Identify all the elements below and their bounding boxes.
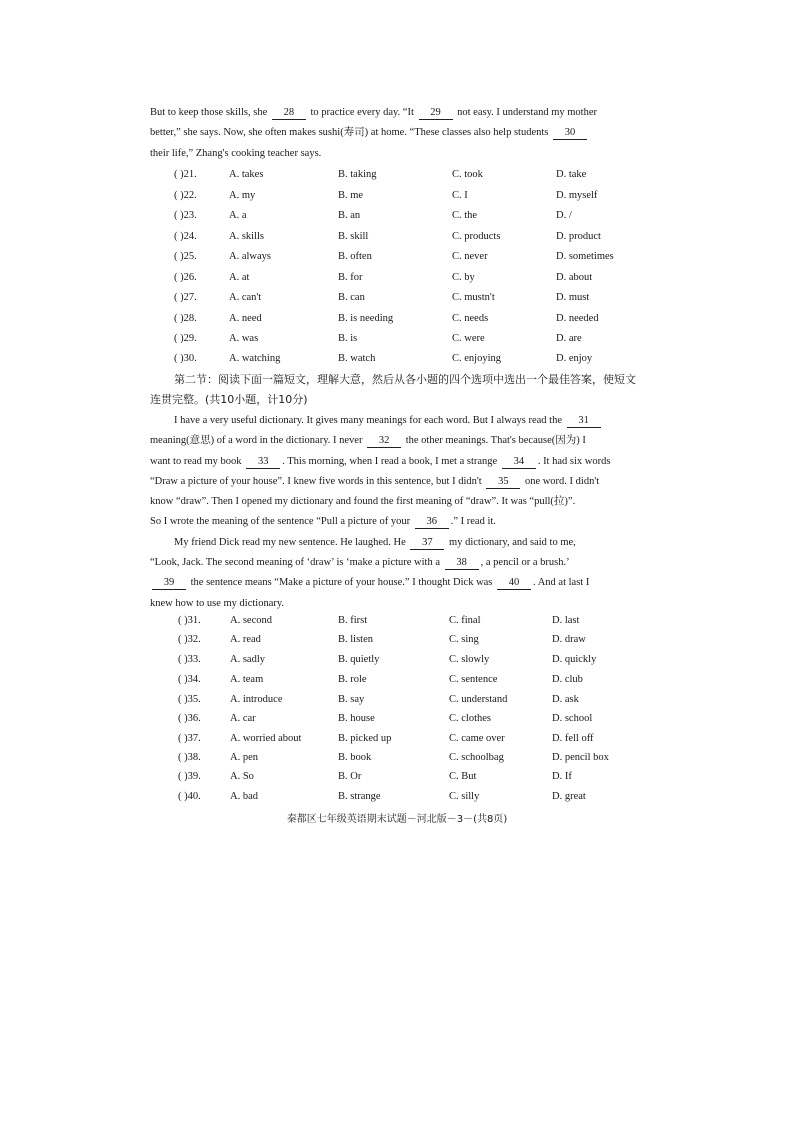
option-a: A. So [230,771,254,782]
question-row [174,309,644,329]
text-segment: “Draw a picture of your house”. I knew five words in this sentence, but I didn't [150,475,485,487]
question-row [174,206,644,226]
passage-line [150,472,644,492]
option-c: C. clothes [449,713,491,724]
passage-line [150,553,644,573]
option-b: B. book [338,752,372,763]
text-segment: I have a very useful dictionary. It gives many meanings for each word. But I always read the [174,415,565,426]
question-number: ( )25. [174,251,197,262]
option-d: D. last [552,615,580,626]
question-number: ( )33. [178,654,201,665]
blank-30: 30 [553,126,587,140]
option-c: C. mustn't [452,292,495,303]
question-number: ( )37. [178,733,201,744]
passage-line [150,573,644,593]
question-row [174,690,644,710]
blank-35: 35 [486,475,520,489]
option-d: D. quickly [552,654,597,665]
option-d: D. about [556,272,593,283]
option-d: D. If [552,771,572,782]
option-c: C. never [452,251,488,262]
question-row [174,349,644,369]
text-segment: to practice every day. “It [307,107,417,118]
option-a: A. introduce [230,694,283,705]
section-instruction-line: 第二节：阅读下面一篇短文，理解大意，然后从各小题的四个选项中选出一个最佳答案，使短文 [174,373,636,386]
passage-1 [150,103,644,164]
option-a: A. skills [229,231,265,242]
question-row [174,186,644,206]
passage-line [150,431,644,451]
blank-29: 29 [419,106,453,120]
option-d: D. take [556,169,587,180]
option-d: D. are [556,333,582,344]
question-number: ( )30. [174,353,197,364]
option-d: D. needed [556,313,599,324]
option-a: A. car [230,713,256,724]
question-row [174,227,644,247]
option-d: D. draw [552,634,586,645]
section-2-heading-cont [150,390,620,410]
option-c: C. final [449,615,481,626]
text-segment: want to read my book [150,455,245,467]
question-row [174,247,644,267]
section-2-heading [174,370,644,390]
question-row [174,329,644,349]
text-segment: my dictionary, and said to me, [446,536,576,548]
question-row [174,630,644,650]
option-c: C. the [452,210,478,221]
option-c: C. understand [449,694,508,705]
option-b: B. strange [338,791,381,802]
question-row [174,650,644,670]
option-c: C. I [452,190,468,201]
question-number: ( )34. [178,674,201,685]
blank-31: 31 [567,414,601,428]
option-a: A. was [229,333,259,344]
option-b: B. often [338,251,372,262]
text-segment: . And at last I [533,577,590,589]
text-segment: better,” she says. Now, she often makes sushi(寿司) at home. “These classes also help students [150,127,552,139]
question-row [174,767,644,787]
text-segment: meaning(意思) of a word in the dictionary. I never [150,435,366,447]
option-a: A. watching [229,353,281,364]
option-b: B. can [338,292,365,303]
option-a: A. read [230,634,261,645]
option-c: C. sing [449,634,479,645]
option-d: D. / [556,210,572,221]
blank-38: 38 [445,556,479,570]
question-number: ( )32. [178,634,201,645]
passage-line [150,123,644,143]
option-c: C. schoolbag [449,752,504,763]
blank-34: 34 [502,455,536,469]
blank-33: 33 [246,455,280,469]
text-segment: , a pencil or a brush.’ [480,557,570,569]
text-segment: the sentence means “Make a picture of your house.” I thought Dick was [188,577,496,589]
question-row [174,729,644,749]
option-b: B. say [338,694,365,705]
passage-line [150,452,644,472]
option-b: B. is needing [338,313,394,324]
text-segment: My friend Dick read my new sentence. He laughed. He [174,536,409,548]
passage-line [150,533,644,553]
option-d: D. fell off [552,733,594,744]
text-segment: one word. I didn't [522,475,600,487]
option-c: C. enjoying [452,353,501,364]
question-number: ( )40. [178,791,201,802]
section-instruction-line: 连贯完整。(共10小题，计10分) [150,393,308,406]
option-d: D. club [552,674,583,685]
option-b: B. picked up [338,733,392,744]
option-a: A. at [229,272,250,283]
option-d: D. great [552,791,586,802]
option-c: C. silly [449,791,480,802]
option-b: B. listen [338,634,374,645]
question-row [174,709,644,729]
passage-line [150,512,644,532]
option-b: B. role [338,674,367,685]
question-number: ( )27. [174,292,197,303]
question-number: ( )38. [178,752,201,763]
question-number: ( )21. [174,169,197,180]
question-number: ( )31. [178,615,201,626]
option-a: A. pen [230,752,258,763]
page-footer: 秦都区七年级英语期末试题－河北版－3－(共8页) [286,814,508,825]
option-a: A. worried about [230,733,302,744]
question-number: ( )24. [174,231,197,242]
question-number: ( )39. [178,771,201,782]
text-segment: .” I read it. [450,516,496,528]
option-a: A. bad [230,791,258,802]
option-a: A. takes [229,169,264,180]
option-b: B. quietly [338,654,380,665]
question-number: ( )36. [178,713,201,724]
question-number: ( )26. [174,272,197,283]
option-c: C. needs [452,313,489,324]
option-d: D. must [556,292,590,303]
blank-39: 39 [152,576,186,590]
passage-line [150,103,644,123]
option-b: B. watch [338,353,376,364]
option-c: C. products [452,231,501,242]
question-number: ( )35. [178,694,201,705]
option-b: B. taking [338,169,377,180]
question-row [174,165,644,185]
blank-32: 32 [367,434,401,448]
question-number: ( )23. [174,210,197,221]
question-row [174,611,644,631]
option-b: B. skill [338,231,369,242]
text-segment: . It had six words [537,455,611,467]
option-c: C. But [449,771,477,782]
option-d: D. myself [556,190,598,201]
passage-line [150,144,644,164]
option-d: D. product [556,231,601,242]
question-number: ( )28. [174,313,197,324]
question-row [174,288,644,308]
text-segment: their life,” Zhang's cooking teacher says. [150,147,322,159]
option-a: A. a [229,210,247,221]
option-a: A. my [229,190,256,201]
option-a: A. can't [229,292,262,303]
option-a: A. always [229,251,271,262]
option-c: C. sentence [449,674,498,685]
text-segment: . This morning, when I read a book, I met a strange [282,455,500,467]
question-row [174,748,644,768]
passage-line [150,492,644,512]
option-d: D. ask [552,694,579,705]
blank-40: 40 [497,576,531,590]
option-d: D. pencil box [552,752,609,763]
option-b: B. an [338,210,361,221]
question-row [174,670,644,690]
option-a: A. need [229,313,262,324]
option-d: D. enjoy [556,353,593,364]
option-b: B. me [338,190,364,201]
passage-line [150,411,644,431]
option-a: A. second [230,615,272,626]
question-number: ( )22. [174,190,197,201]
option-b: B. for [338,272,363,283]
blank-37: 37 [410,536,444,550]
text-segment: “Look, Jack. The second meaning of ‘draw’ is ‘make a picture with a [150,557,443,569]
option-c: C. by [452,272,475,283]
text-segment: knew how to use my dictionary. [150,597,285,609]
question-row [174,787,644,807]
option-d: D. sometimes [556,251,614,262]
option-b: B. first [338,615,368,626]
text-segment: the other meanings. That's because(因为) I [403,435,586,447]
option-a: A. sadly [230,654,265,665]
blank-28: 28 [272,106,306,120]
question-number: ( )29. [174,333,197,344]
text-segment: not easy. I understand my mother [454,107,598,118]
question-row [174,268,644,288]
option-c: C. came over [449,733,505,744]
option-a: A. team [230,674,264,685]
text-segment: know “draw”. Then I opened my dictionary and found the first meaning of “draw”. It was “pull(拉)”. [150,496,576,508]
text-segment: But to keep those skills, she [150,107,270,118]
text-segment: So I wrote the meaning of the sentence “Pull a picture of your [150,516,413,528]
option-c: C. were [452,333,485,344]
option-b: B. is [338,333,358,344]
option-c: C. slowly [449,654,490,665]
passage-2 [150,411,644,614]
blank-36: 36 [415,515,449,529]
option-c: C. took [452,169,483,180]
option-b: B. Or [338,771,362,782]
option-b: B. house [338,713,375,724]
option-d: D. school [552,713,593,724]
